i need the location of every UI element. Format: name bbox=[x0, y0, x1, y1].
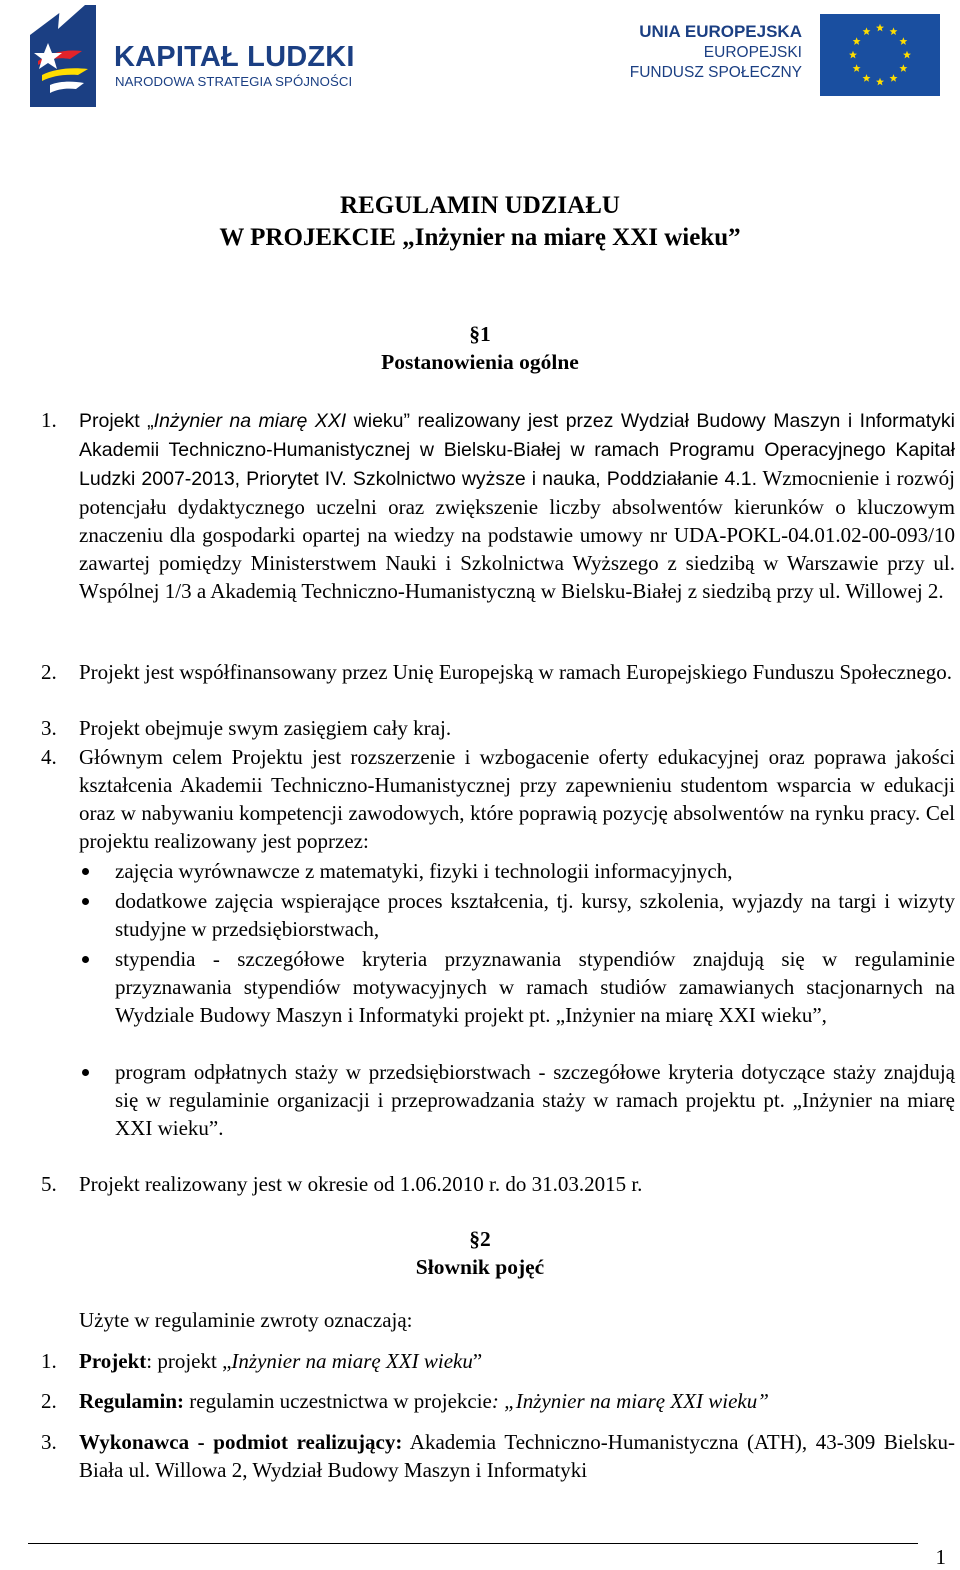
bullet-dot-icon bbox=[82, 1069, 89, 1076]
item-5-text: Projekt realizowany jest w okresie od 1.06.2010 r. do 31.03.2015 r. bbox=[79, 1172, 643, 1196]
item-3-text: Projekt obejmuje swym zasięgiem cały kraj. bbox=[79, 716, 452, 740]
section1-item-2 bbox=[41, 658, 955, 686]
eu-fund-line1: EUROPEJSKI bbox=[703, 44, 802, 61]
bullet-item bbox=[115, 857, 955, 885]
bullet-item bbox=[115, 887, 955, 943]
document-title-line2: W PROJEKCIE „Inżynier na miarę XXI wieku” bbox=[219, 224, 741, 251]
item-number: 1. bbox=[41, 408, 57, 432]
bullet-text: zajęcia wyrównawcze z matematyki, fizyki i technologii informacyjnych, bbox=[115, 859, 733, 883]
bullet-dot-icon bbox=[82, 956, 89, 963]
item-2-text: Projekt jest współfinansowany przez Unię Europejską w ramach Europejskiego Funduszu Społecznego. bbox=[79, 660, 953, 684]
definition-separator: : bbox=[146, 1349, 158, 1373]
definition-separator bbox=[402, 1430, 409, 1454]
definition-item-2 bbox=[41, 1387, 955, 1415]
item-number: 4. bbox=[41, 745, 57, 769]
eu-title: UNIA EUROPEJSKA bbox=[639, 22, 802, 41]
item-4-text: Głównym celem Projektu jest rozszerzenie i wzbogacenie oferty edukacyjnej oraz poprawa jakości kształcenia Akademii Techniczno-Humanistycznej przy zapewnieniu studentom wsparcia w edukacji oraz w nabywaniu kompetencji zawodowych, które poprawią pozycję absolwentów na rynku pracy. Cel projektu realizowany jest poprzez: bbox=[79, 745, 955, 853]
bullet-text: program odpłatnych staży w przedsiębiorstwach - szczegółowe kryteria dotyczące staży znajdują się w regulaminie organizacji i przeprowadzania staży w ramach projektu pt. „Inżynier na miarę XXI wieku”. bbox=[115, 1060, 955, 1140]
section1-item-1 bbox=[41, 406, 956, 605]
bullet-dot-icon bbox=[82, 868, 89, 875]
item-1-italic: Inżynier na miarę XXI bbox=[153, 410, 347, 432]
kapital-ludzki-emblem-icon bbox=[30, 5, 96, 107]
item-1-mid: wieku” realizowany jest przez Wydział Budowy Maszyn i Informatyki Akademii Techniczno-Humanistycznej w Bielsku-Białej w ramach Programu Operacyjnego Kapitał Ludzki 2007-2013, Priorytet IV. Szkolnictwo wyższe i nauka, Poddziałanie 4.1. bbox=[79, 410, 956, 490]
item-number: 1. bbox=[41, 1349, 57, 1373]
bullet-item bbox=[115, 1058, 955, 1142]
definition-italic: Inżynier na miarę XXI wieku bbox=[231, 1349, 473, 1373]
section1-heading: Postanowienia ogólne bbox=[381, 350, 579, 374]
page-number: 1 bbox=[935, 1545, 946, 1569]
definition-item-1 bbox=[41, 1347, 955, 1375]
definition-term: Wykonawca - podmiot realizujący: bbox=[79, 1430, 403, 1454]
definition-term: Regulamin: bbox=[79, 1389, 184, 1413]
section2-heading: Słownik pojęć bbox=[415, 1255, 545, 1279]
item-number: 3. bbox=[41, 716, 57, 740]
definition-italic: : „Inżynier na miarę XXI wieku” bbox=[491, 1389, 769, 1413]
section2-intro: Użyte w regulaminie zwroty oznaczają: bbox=[79, 1308, 413, 1332]
bullet-text: stypendia - szczegółowe kryteria przyznawania stypendiów znajdują się w regulaminie przyznawania stypendiów motywacyjnych w ramach studiów zamawianych stacjonarnych na Wydziale Budowy Maszyn i Informatyki projekt pt. „Inżynier na miarę XXI wieku”, bbox=[115, 947, 955, 1027]
eu-logo bbox=[629, 14, 940, 98]
kapital-ludzki-title: KAPITAŁ LUDZKI bbox=[114, 41, 355, 73]
bullet-dot-icon bbox=[82, 898, 89, 905]
item-number: 5. bbox=[41, 1172, 57, 1196]
item-1-rest: Wzmocnienie i rozwój potencjału dydaktycznego uczelni oraz zwiększenie liczby absolwentów kierunków o kluczowym znaczeniu dla gospodarki opartej na wiedzy na podstawie umowy nr UDA-POKL-04.01.02-00-093/10 zawartej pomiędzy Ministerstwem Nauki i Szkolnictwa Wyższego z siedzibą w Warszawie przy ul. Wspólnej 1/3 a Akademią Techniczno-Humanistyczną w Bielsku-Białej z siedzibą przy ul. Willowej 2. bbox=[79, 466, 955, 603]
section1-item-5 bbox=[41, 1170, 955, 1198]
footer-divider bbox=[28, 1543, 918, 1544]
definition-term: Projekt bbox=[79, 1349, 147, 1373]
bullet-item bbox=[115, 945, 955, 1029]
eu-fund-line2: FUNDUSZ SPOŁECZNY bbox=[629, 64, 802, 81]
item-number: 3. bbox=[41, 1430, 57, 1454]
item-1-lead: Projekt „ bbox=[79, 410, 154, 432]
item-number: 2. bbox=[41, 660, 57, 684]
bullet-text: dodatkowe zajęcia wspierające proces kształcenia, tj. kursy, szkolenia, wyjazdy na targi i wizyty studyjne w przedsiębiorstwach, bbox=[115, 889, 955, 941]
kapital-ludzki-subtitle: NARODOWA STRATEGIA SPÓJNOŚCI bbox=[115, 74, 353, 89]
kapital-ludzki-logo bbox=[30, 5, 360, 110]
eu-flag-icon bbox=[820, 14, 940, 96]
definition-text: projekt „ bbox=[157, 1349, 232, 1373]
section2-symbol: §2 bbox=[469, 1227, 491, 1251]
section1-item-3 bbox=[41, 714, 955, 742]
definition-text: Akademia Techniczno-Humanistyczna (ATH), 43-309 Bielsku-Biała ul. Willowa 2, Wydział Budowy Maszyn i Informatyki bbox=[79, 1430, 955, 1482]
definition-item-3 bbox=[41, 1428, 955, 1484]
section1-symbol: §1 bbox=[469, 322, 491, 346]
definition-end: ” bbox=[472, 1349, 483, 1373]
item-number: 2. bbox=[41, 1389, 57, 1413]
document-title-line1: REGULAMIN UDZIAŁU bbox=[340, 192, 620, 219]
section1-item-4 bbox=[41, 743, 955, 855]
definition-text: regulamin uczestnictwa w projekcie bbox=[189, 1389, 492, 1413]
